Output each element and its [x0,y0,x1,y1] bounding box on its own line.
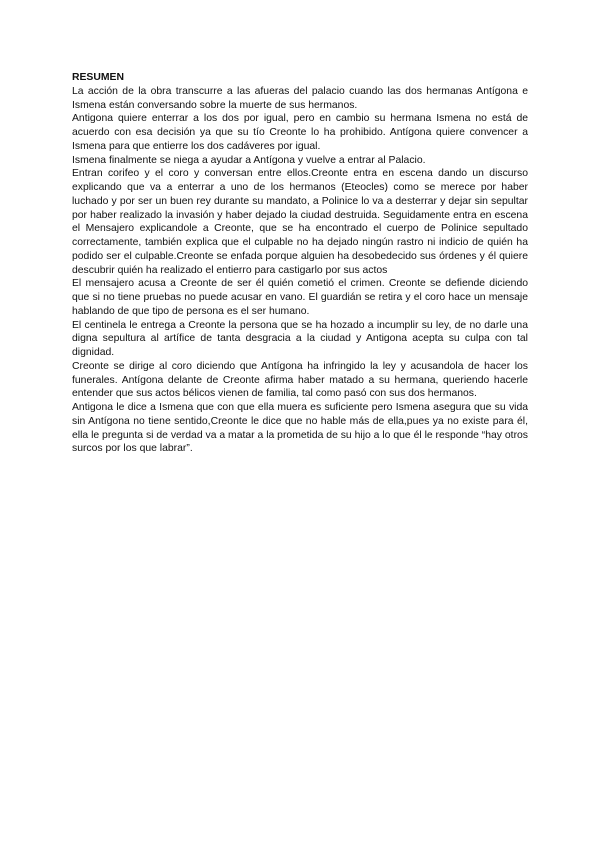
paragraph: Antigona le dice a Ismena que con que ella muera es suficiente pero Ismena asegura que su vida sin Antígona no tiene sentido,Creonte le dice que no hable más de ella,pues ya no existe para él, ella le pregunta si de verdad va a matar a la prometida de su hijo a lo que él le responde “hay otros surcos por los que labrar”. [72,402,528,455]
paragraph: Entran corifeo y el coro y conversan entre ellos.Creonte entra en escena dando un discurso explicando que va a enterrar a uno de los hermanos (Eteocles) como se merece por haber luchado y por ser un buen rey durante su mandato, a Polinice lo va a desterrar y dejar sin sepultar por haber realizado la invasión y haber dejado la ciudad destruida. Seguidamente entra en escena el Mensajero explicandole a Creonte, que se ha encontrado el cuerpo de Polinice sepultado correctamente, también explica que el culpable no ha dejado ningún rastro ni indicio de quién ha podido ser el culpable.Creonte se enfada porque alguien ha desobedecido sus órdenes y él quiere descubrir quién ha realizado el entierro para castigarlo por sus actos [72,168,528,276]
document-page [72,71,528,456]
paragraph: La acción de la obra transcurre a las afueras del palacio cuando las dos hermanas Antígona e Ismena están conversando sobre la muerte de sus hermanos. [72,85,528,111]
paragraph: Ismena finalmente se niega a ayudar a Antígona y vuelve a entrar al Palacio. [72,154,426,166]
document-title: RESUMEN [72,72,124,83]
paragraph: El mensajero acusa a Creonte de ser él quién cometió el crimen. Creonte se defiende diciendo que si no tiene pruebas no puede acusar en vano. El guardián se retira y el coro hace un mensaje hablando de que tipo de persona es el ser humano. [72,278,528,317]
paragraph: Antigona quiere enterrar a los dos por igual, pero en cambio su hermana Ismena no está de acuerdo con esa decisión ya que su tío Creonte lo ha prohibido. Antígona quiere convencer a Ismena para que entierre los dos cadáveres por igual. [72,113,528,152]
paragraph: El centinela le entrega a Creonte la persona que se ha hozado a incumplir su ley, de no darle una digna sepultura al artífice de tanta desgracia a la ciudad y Antigona acepta su culpa con tal dignidad. [72,319,528,358]
paragraph: Creonte se dirige al coro diciendo que Antígona ha infringido la ley y acusandola de hacer los funerales. Antígona delante de Creonte afirma haber matado a su hermana, queriendo hacerle entender que sus actos bélicos vienen de familia, tal como pasó con sus dos hermanos. [72,360,528,400]
